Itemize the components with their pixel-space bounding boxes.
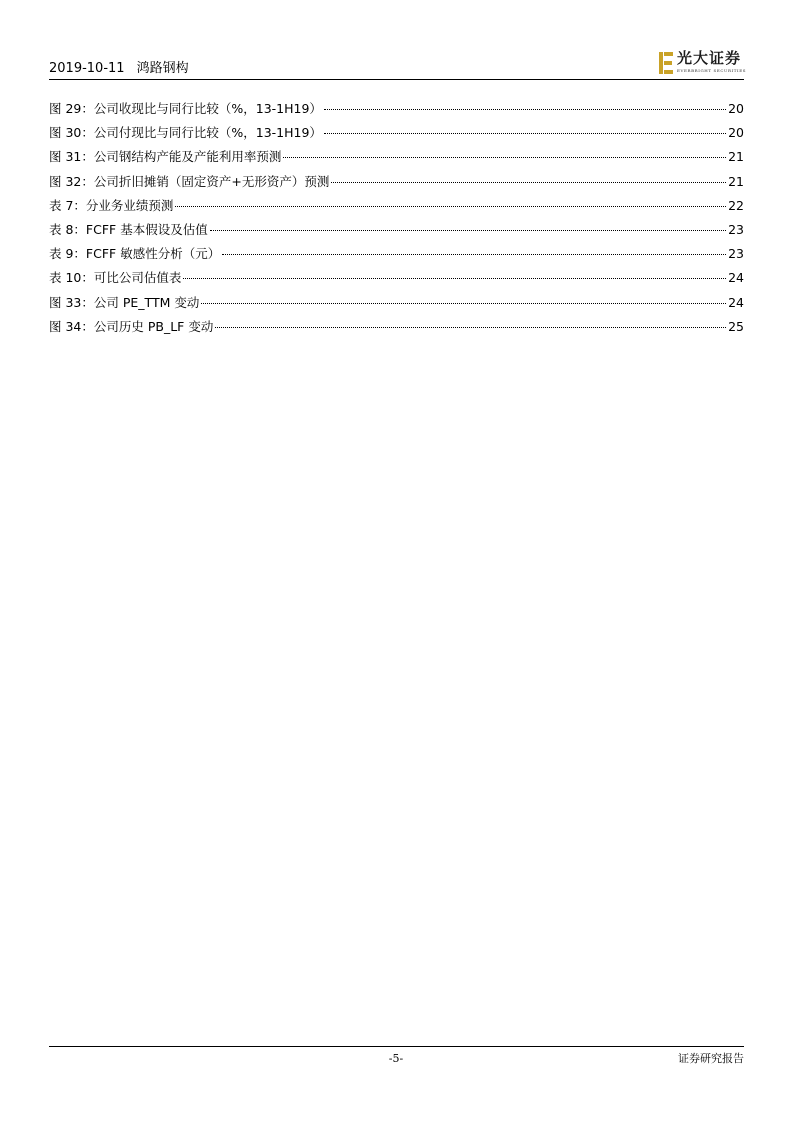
page-number: -5- <box>388 1052 404 1065</box>
toc-entry-title[interactable]: 表 9：FCFF 敏感性分析（元） <box>49 246 221 262</box>
toc-entry-title[interactable]: 图 31：公司钢结构产能及产能利用率预测 <box>49 149 282 165</box>
toc-entry[interactable] <box>49 245 744 269</box>
toc-entry[interactable] <box>49 318 744 342</box>
toc-entry-title[interactable]: 图 33：公司 PE_TTM 变动 <box>49 294 200 310</box>
toc-leader-dots <box>175 205 726 207</box>
toc-entry[interactable] <box>49 197 744 221</box>
toc-entry[interactable] <box>49 100 744 124</box>
toc-entry-page[interactable]: 23 <box>728 221 744 237</box>
toc-entry[interactable] <box>49 173 744 197</box>
toc-entry-page[interactable]: 24 <box>728 270 744 286</box>
footer-divider <box>49 1046 744 1047</box>
toc-leader-dots <box>183 277 726 279</box>
toc-leader-dots <box>215 326 726 328</box>
toc-leader-dots <box>201 302 726 304</box>
toc-leader-dots <box>283 156 726 158</box>
toc-entry-page[interactable]: 20 <box>728 125 744 141</box>
toc-entry-title[interactable]: 图 34：公司历史 PB_LF 变动 <box>49 318 214 334</box>
header-divider <box>49 79 744 80</box>
company-name: 鸿路钢构 <box>136 61 189 76</box>
toc-entry-title[interactable]: 图 29：公司收现比与同行比较（%，13-1H19） <box>49 101 322 116</box>
toc-leader-dots <box>324 108 726 110</box>
toc-entry-page[interactable]: 24 <box>728 294 744 310</box>
report-type-label: 证券研究报告 <box>678 1052 744 1065</box>
toc-leader-dots <box>331 181 726 183</box>
toc-entry[interactable] <box>49 221 744 245</box>
toc-entry-title[interactable]: 图 30：公司付现比与同行比较（%，13-1H19） <box>49 125 322 141</box>
page-header <box>49 48 747 80</box>
toc-leader-dots <box>210 229 726 231</box>
toc-entry-title[interactable]: 图 32：公司折旧摊销（固定资产+无形资产）预测 <box>49 173 330 189</box>
toc-entry-page[interactable]: 21 <box>728 173 744 189</box>
toc-entry[interactable] <box>49 124 744 148</box>
logo-english-text: EVERBRIGHT SECURITIES <box>677 68 747 73</box>
toc-entry-title[interactable]: 表 10：可比公司估值表 <box>49 270 182 286</box>
toc-entry-page[interactable]: 21 <box>728 149 744 165</box>
everbright-logo-icon <box>659 52 673 74</box>
report-date: 2019-10-11 <box>49 61 125 76</box>
toc-entry[interactable] <box>49 294 744 318</box>
toc-leader-dots <box>222 253 726 255</box>
toc-entry-title[interactable]: 表 7：分业务业绩预测 <box>49 197 174 213</box>
toc-entry-page[interactable]: 25 <box>728 318 744 334</box>
toc-entry[interactable] <box>49 269 744 293</box>
logo-chinese-text: 光大证券 <box>677 49 742 67</box>
toc-entry-page[interactable]: 20 <box>728 101 744 116</box>
toc-leader-dots <box>324 132 726 134</box>
toc-entry-page[interactable]: 22 <box>728 197 744 213</box>
table-of-figures <box>49 100 744 342</box>
everbright-logo <box>659 50 749 76</box>
toc-entry-title[interactable]: 表 8：FCFF 基本假设及估值 <box>49 221 208 237</box>
toc-entry[interactable] <box>49 148 744 172</box>
header-left <box>49 61 189 77</box>
toc-entry-page[interactable]: 23 <box>728 246 744 262</box>
